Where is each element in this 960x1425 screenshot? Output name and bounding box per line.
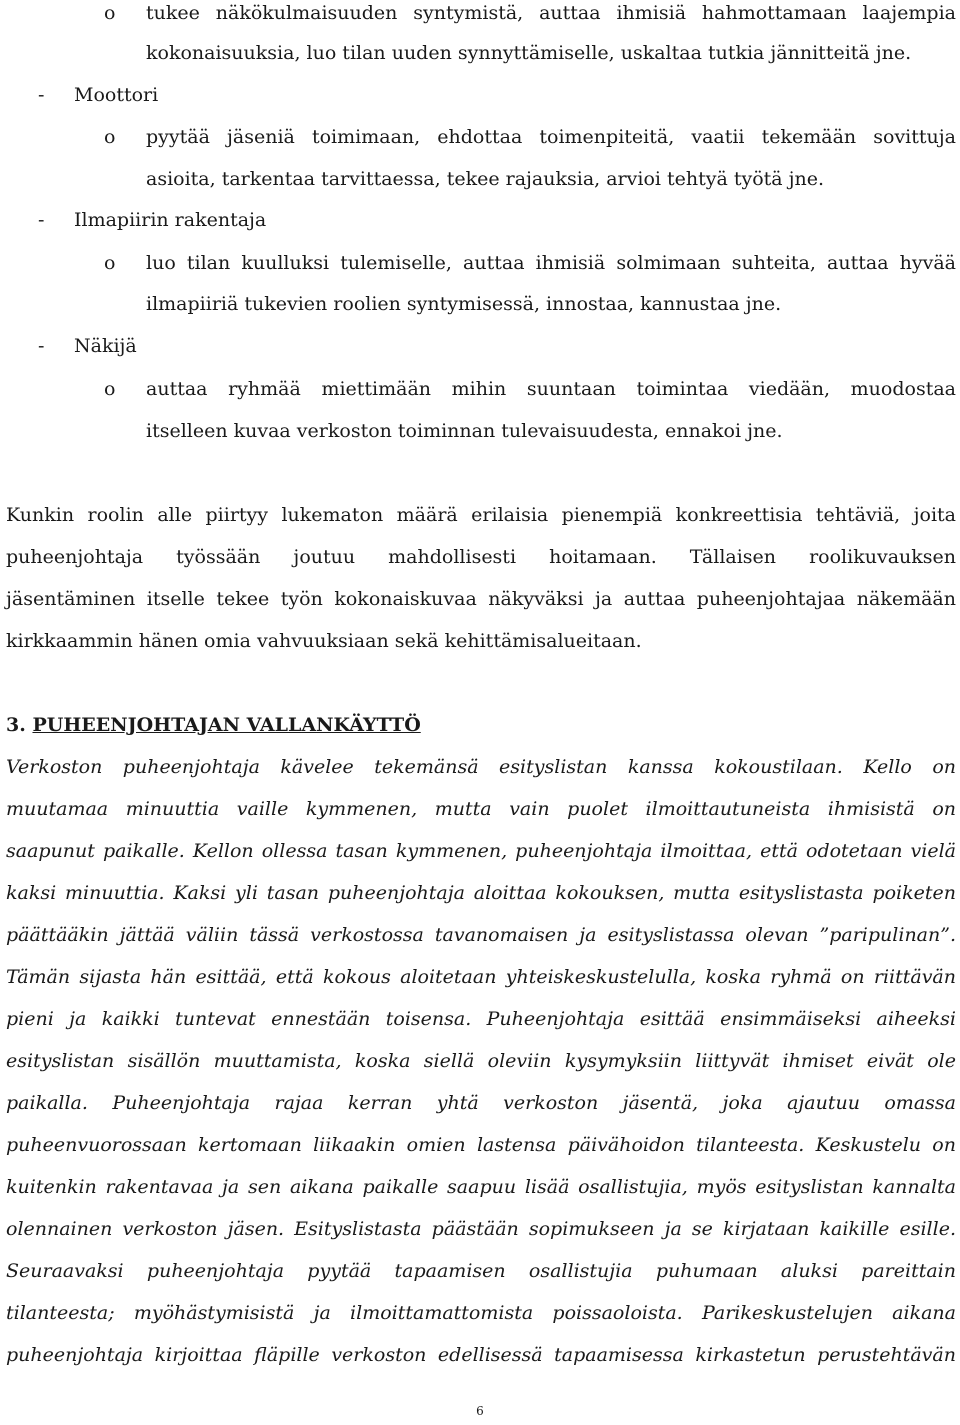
section-line: Seuraavaksi puheenjohtaja pyytää tapaamisen osallistujia puhumaan aluksi pareittain <box>6 1260 956 1282</box>
dash-marker: - <box>38 84 45 106</box>
section-title: PUHEENJOHTAJAN VALLANKÄYTTÖ <box>32 714 421 736</box>
section-line: saapunut paikalle. Kellon ollessa tasan kymmenen, puheenjohtaja ilmoittaa, että odotetaan vielä <box>6 840 956 862</box>
bullet-line: auttaa ryhmää miettimään mihin suuntaan toimintaa viedään, muodostaa <box>146 378 956 400</box>
section-line: päättääkin jättää väliin tässä verkostossa tavanomaisen ja esityslistassa olevan ”paripulinan”. <box>6 924 956 946</box>
bullet-line: ilmapiiriä tukevien roolien syntymisessä, innostaa, kannustaa jne. <box>146 293 782 315</box>
page-number: 6 <box>476 1404 484 1418</box>
bullet-marker: o <box>104 2 116 24</box>
bullet-marker: o <box>104 126 116 148</box>
bullet-line: itselleen kuvaa verkoston toiminnan tulevaisuudesta, ennakoi jne. <box>146 420 783 442</box>
section-number: 3. <box>6 714 26 736</box>
section-line: Tämän sijasta hän esittää, että kokous aloitetaan yhteiskeskustelulla, koska ryhmä on riittävän <box>6 966 956 988</box>
section-heading <box>6 712 421 738</box>
paragraph-line: Kunkin roolin alle piirtyy lukematon määrä erilaisia pienempiä konkreettisia tehtäviä, joita <box>6 504 956 526</box>
bullet-line: tukee näkökulmaisuuden syntymistä, auttaa ihmisiä hahmottamaan laajempia <box>146 2 956 24</box>
paragraph-line: puheenjohtaja työssään joutuu mahdollisesti hoitamaan. Tällaisen roolikuvauksen <box>6 546 956 568</box>
section-line: paikalla. Puheenjohtaja rajaa kerran yhtä verkoston jäsentä, joka ajautuu omassa <box>6 1092 956 1114</box>
dash-marker: - <box>38 209 45 231</box>
section-line: muutamaa minuuttia vaille kymmenen, mutta vain puolet ilmoittautuneista ihmisistä on <box>6 798 956 820</box>
bullet-marker: o <box>104 378 116 400</box>
bullet-line: pyytää jäseniä toimimaan, ehdottaa toimenpiteitä, vaatii tekemään sovittuja <box>146 126 956 148</box>
section-line: olennainen verkoston jäsen. Esityslistasta päästään sopimukseen ja se kirjataan kaikille esille. <box>6 1218 956 1240</box>
section-line: Verkoston puheenjohtaja kävelee tekemänsä esityslistan kanssa kokoustilaan. Kello on <box>6 756 956 778</box>
section-line: kuitenkin rakentavaa ja sen aikana paikalle saapuu lisää osallistujia, myös esityslistan kannalta <box>6 1176 956 1198</box>
section-line: pieni ja kaikki tuntevat ennestään toisensa. Puheenjohtaja esittää ensimmäiseksi aiheeksi <box>6 1008 956 1030</box>
bullet-line: luo tilan kuulluksi tulemiselle, auttaa ihmisiä solmimaan suhteita, auttaa hyvää <box>146 252 956 274</box>
paragraph-line: kirkkaammin hänen omia vahvuuksiaan sekä kehittämisalueitaan. <box>6 630 642 652</box>
paragraph-line: jäsentäminen itselle tekee työn kokonaiskuvaa näkyväksi ja auttaa puheenjohtajaa näkemään <box>6 588 956 610</box>
dash-marker: - <box>38 335 45 357</box>
section-line: puheenjohtaja kirjoittaa fläpille verkoston edellisessä tapaamisessa kirkastetun perustehtävän <box>6 1344 956 1366</box>
role-label: Ilmapiirin rakentaja <box>74 209 267 231</box>
section-line: puheenvuorossaan kertomaan liikaakin omien lastensa päivähoidon tilanteesta. Keskustelu on <box>6 1134 956 1156</box>
bullet-line: asioita, tarkentaa tarvittaessa, tekee rajauksia, arvioi tehtyä työtä jne. <box>146 168 825 190</box>
role-label: Näkijä <box>74 335 137 357</box>
bullet-marker: o <box>104 252 116 274</box>
section-line: kaksi minuuttia. Kaksi yli tasan puheenjohtaja aloittaa kokouksen, mutta esityslistasta poiketen <box>6 882 956 904</box>
bullet-line: kokonaisuuksia, luo tilan uuden synnyttämiselle, uskaltaa tutkia jännitteitä jne. <box>146 42 912 64</box>
section-line: esityslistan sisällön muuttamista, koska siellä oleviin kysymyksiin liittyvät ihmiset eivät ole <box>6 1050 956 1072</box>
section-line: tilanteesta; myöhästymisistä ja ilmoittamattomista poissaoloista. Parikeskustelujen aikana <box>6 1302 956 1324</box>
role-label: Moottori <box>74 84 159 106</box>
